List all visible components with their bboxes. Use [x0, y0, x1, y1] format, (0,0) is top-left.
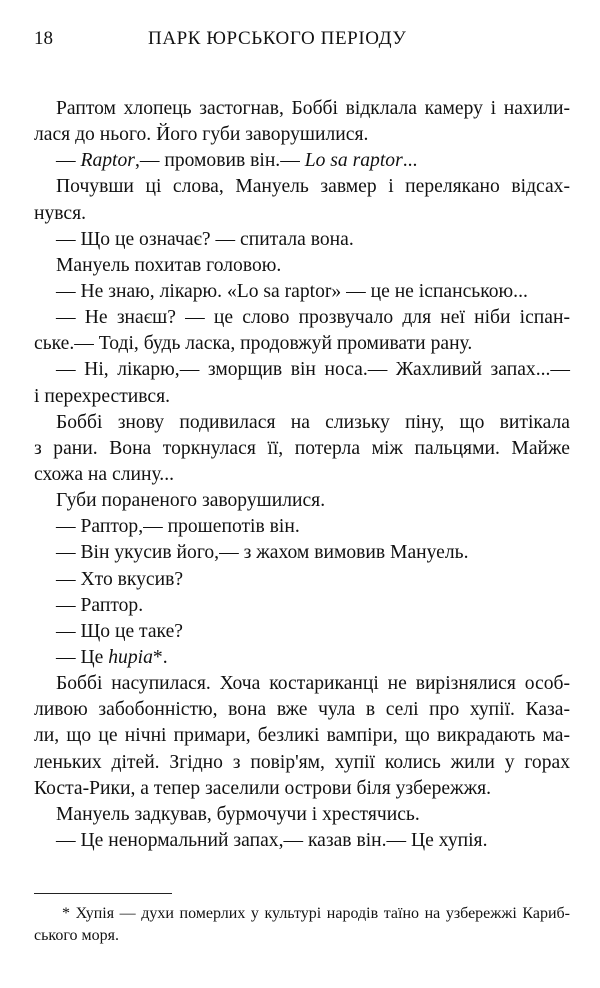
footnote-line: * Хупія — духи померлих у культурі народів таїно на узбережжі Кариб- — [62, 905, 570, 922]
text-fragment: ... — [402, 150, 418, 172]
text-line: — Що це означає? — спитала вона. — [56, 228, 354, 250]
text-line: — Не знаю, лікарю. «Lo sa raptor» — це не іспанською... — [56, 280, 528, 302]
italic-fragment: Raptor — [80, 150, 135, 172]
text-line: Коста-Рики, а тепер заселили острови біля узбережжя. — [34, 777, 492, 799]
footnote-marker: *. — [152, 646, 168, 668]
text-fragment: — Це — [56, 646, 109, 668]
text-line: з рани. Вона торкнулася її, потерла між пальцями. Майже — [34, 437, 570, 459]
text-line: Раптом хлопець застогнав, Боббі відклала камеру і нахили- — [56, 98, 570, 119]
page-header — [34, 28, 572, 58]
body-text — [34, 96, 570, 854]
text-line — [34, 148, 570, 174]
text-line: схожа на слину... — [34, 463, 174, 485]
text-line: лася до нього. Його губи заворушилися. — [34, 124, 369, 146]
text-line: Боббі насупилася. Хоча костариканці не вирізнялися особ- — [56, 673, 570, 695]
running-title: ПАРК ЮРСЬКОГО ПЕРІОДУ — [148, 28, 407, 49]
text-line: ли, що це нічні примари, безликі вампіри, що викрадають ма- — [34, 725, 570, 747]
footnote-line: ського моря. — [34, 927, 120, 944]
text-line: — Ні, лікарю,— зморщив він носа.— Жахливий запах...— — [56, 359, 570, 381]
text-fragment: ,— промовив він.— — [134, 150, 305, 172]
text-line: нувся. — [34, 202, 87, 224]
text-line: — Не знаєш? — це слово прозвучало для неї ніби іспан- — [56, 307, 570, 329]
text-line: ливою забобонністю, вона вже чула в селі про хупії. Каза- — [34, 699, 570, 721]
text-line: леньких дітей. Згідно з повір'ям, хупії колись жили у горах — [34, 751, 570, 773]
text-fragment: — — [56, 150, 81, 172]
text-line: — Він укусив його,— з жахом вимовив Мануель. — [56, 542, 469, 564]
text-line: Почувши ці слова, Мануель завмер і перелякано відсах- — [56, 176, 570, 198]
text-line: Мануель похитав головою. — [56, 254, 282, 276]
footnote — [34, 903, 570, 947]
text-line: Губи пораненого заворушилися. — [56, 490, 326, 512]
text-line: Боббі знову подивилася на слизьку піну, що витікала — [56, 411, 570, 433]
text-line: і перехрестився. — [34, 385, 171, 407]
text-line: — Це ненормальний запах,— казав він.— Це хупія. — [56, 829, 488, 851]
footnote-divider — [34, 893, 172, 894]
text-line: — Раптор. — [56, 594, 144, 616]
text-line: — Хто вкусив? — [56, 568, 184, 590]
text-line: Мануель задкував, бурмочучи і хрестячись. — [56, 803, 420, 825]
text-line: ське.— Тоді, будь ласка, продовжуй промивати рану. — [34, 333, 473, 355]
text-line: — Що це таке? — [56, 620, 183, 642]
text-line — [34, 645, 570, 671]
text-line: — Раптор,— прошепотів він. — [56, 516, 300, 538]
italic-fragment: hupia — [108, 646, 153, 668]
page-number: 18 — [34, 28, 53, 49]
italic-fragment: Lo sa raptor — [304, 150, 403, 172]
